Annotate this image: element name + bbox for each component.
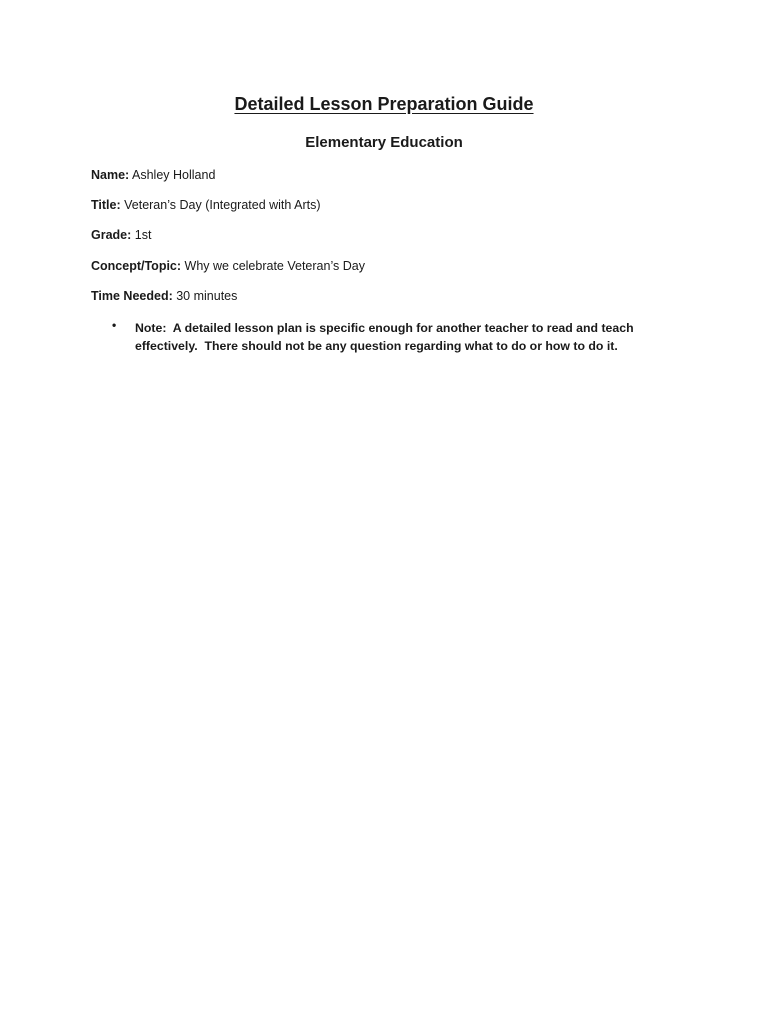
field-topic-label: Concept/Topic:	[91, 259, 182, 273]
field-time-label: Time Needed:	[91, 289, 173, 303]
field-topic-value: Why we celebrate Veteran’s Day	[184, 259, 365, 273]
field-name	[91, 168, 215, 182]
field-name-label: Name:	[91, 168, 130, 182]
field-name-value: Ashley Holland	[132, 168, 216, 182]
note-line-2: effectively. There should not be any question regarding what to do or how to do it.	[135, 339, 618, 353]
note-bullet: •	[112, 318, 117, 332]
field-grade-value: 1st	[134, 228, 152, 242]
field-grade	[91, 228, 151, 242]
field-title-label: Title:	[91, 198, 121, 212]
document-subtitle: Elementary Education	[305, 134, 463, 151]
field-topic	[91, 259, 365, 273]
field-title-value: Veteran’s Day (Integrated with Arts)	[124, 198, 321, 212]
field-title	[91, 198, 321, 212]
note-text	[135, 319, 635, 355]
field-grade-label: Grade:	[91, 228, 132, 242]
document-title: Detailed Lesson Preparation Guide	[234, 94, 534, 114]
field-time-value: 30 minutes	[176, 289, 238, 303]
note-line-1: Note: A detailed lesson plan is specific enough for another teacher to read and teach	[135, 321, 634, 335]
field-time	[91, 289, 237, 303]
